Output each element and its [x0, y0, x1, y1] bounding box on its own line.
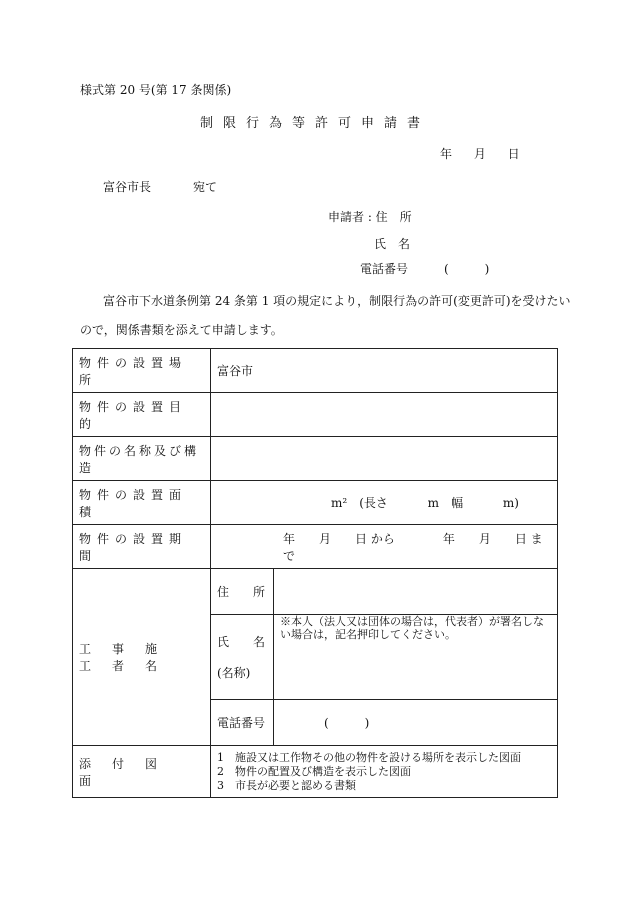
location-field[interactable]: 富谷市 [211, 349, 558, 393]
table-row [73, 481, 558, 525]
list-item: 1 施設又は工作物その他の物件を設ける場所を表示した図面 [217, 750, 521, 764]
period-label: 物件の設置期間 [73, 525, 211, 569]
location-label: 物件の設置場所 [73, 349, 211, 393]
application-table [72, 348, 558, 798]
applicant-name-label: 氏 名 [374, 237, 411, 251]
period-field[interactable]: 年 月 日 から 年 月 日 まで [211, 525, 558, 569]
addressee [103, 178, 217, 195]
contractor-name-field[interactable] [274, 615, 558, 700]
addressee-name: 富谷市長 [103, 180, 152, 194]
table-row [73, 569, 558, 615]
applicant-phone-label: 電話番号 ( ) [360, 262, 490, 276]
table-row [73, 437, 558, 481]
attachments-label: 添付図面 [73, 746, 211, 798]
applicant-address-label: 申請者 : 住 所 [328, 210, 412, 224]
table-row [73, 393, 558, 437]
contractor-name-cell [211, 615, 274, 700]
contractor-phone-label: 電話番号 [211, 700, 274, 746]
contractor-address-field[interactable] [274, 569, 558, 615]
contractor-phone-field[interactable]: ( ) [274, 700, 558, 746]
area-label: 物件の設置面積 [73, 481, 211, 525]
area-field[interactable]: m² (長さ m 幅 m) [211, 481, 558, 525]
body-text-line2: ので，関係書類を添えて申請します。 [80, 323, 283, 337]
contractor-address-label: 住 所 [211, 569, 274, 615]
contractor-name-sub: (名称) [217, 666, 251, 680]
purpose-label: 物件の設置目的 [73, 393, 211, 437]
table-row [73, 349, 558, 393]
body-text-line1: 富谷市下水道条例第 24 条第 1 項の規定により，制限行為の許可(変更許可)を受けたい [103, 294, 571, 308]
contractor-label: 工事施工者名 [73, 569, 211, 746]
table-row [73, 525, 558, 569]
contractor-name-label: 氏 名 [217, 635, 266, 649]
form-number: 様式第 20 号(第 17 条関係) [80, 83, 232, 97]
purpose-field[interactable] [211, 393, 558, 437]
date-line: 年 月 日 [440, 147, 520, 161]
list-item: 2 物件の配置及び構造を表示した図面 [217, 764, 411, 778]
attachments-list [211, 746, 558, 798]
contractor-note: ※本人（法人又は団体の場合は，代表者）が署名しない場合は，記名押印してください。 [280, 615, 544, 641]
page-title: 制限行為等許可申請書 [200, 116, 431, 131]
addressee-suffix: 宛て [193, 180, 218, 194]
table-row [73, 746, 558, 798]
list-item: 3 市長が必要と認める書類 [217, 778, 356, 792]
structure-field[interactable] [211, 437, 558, 481]
structure-label: 物件の名称及び構造 [73, 437, 211, 481]
